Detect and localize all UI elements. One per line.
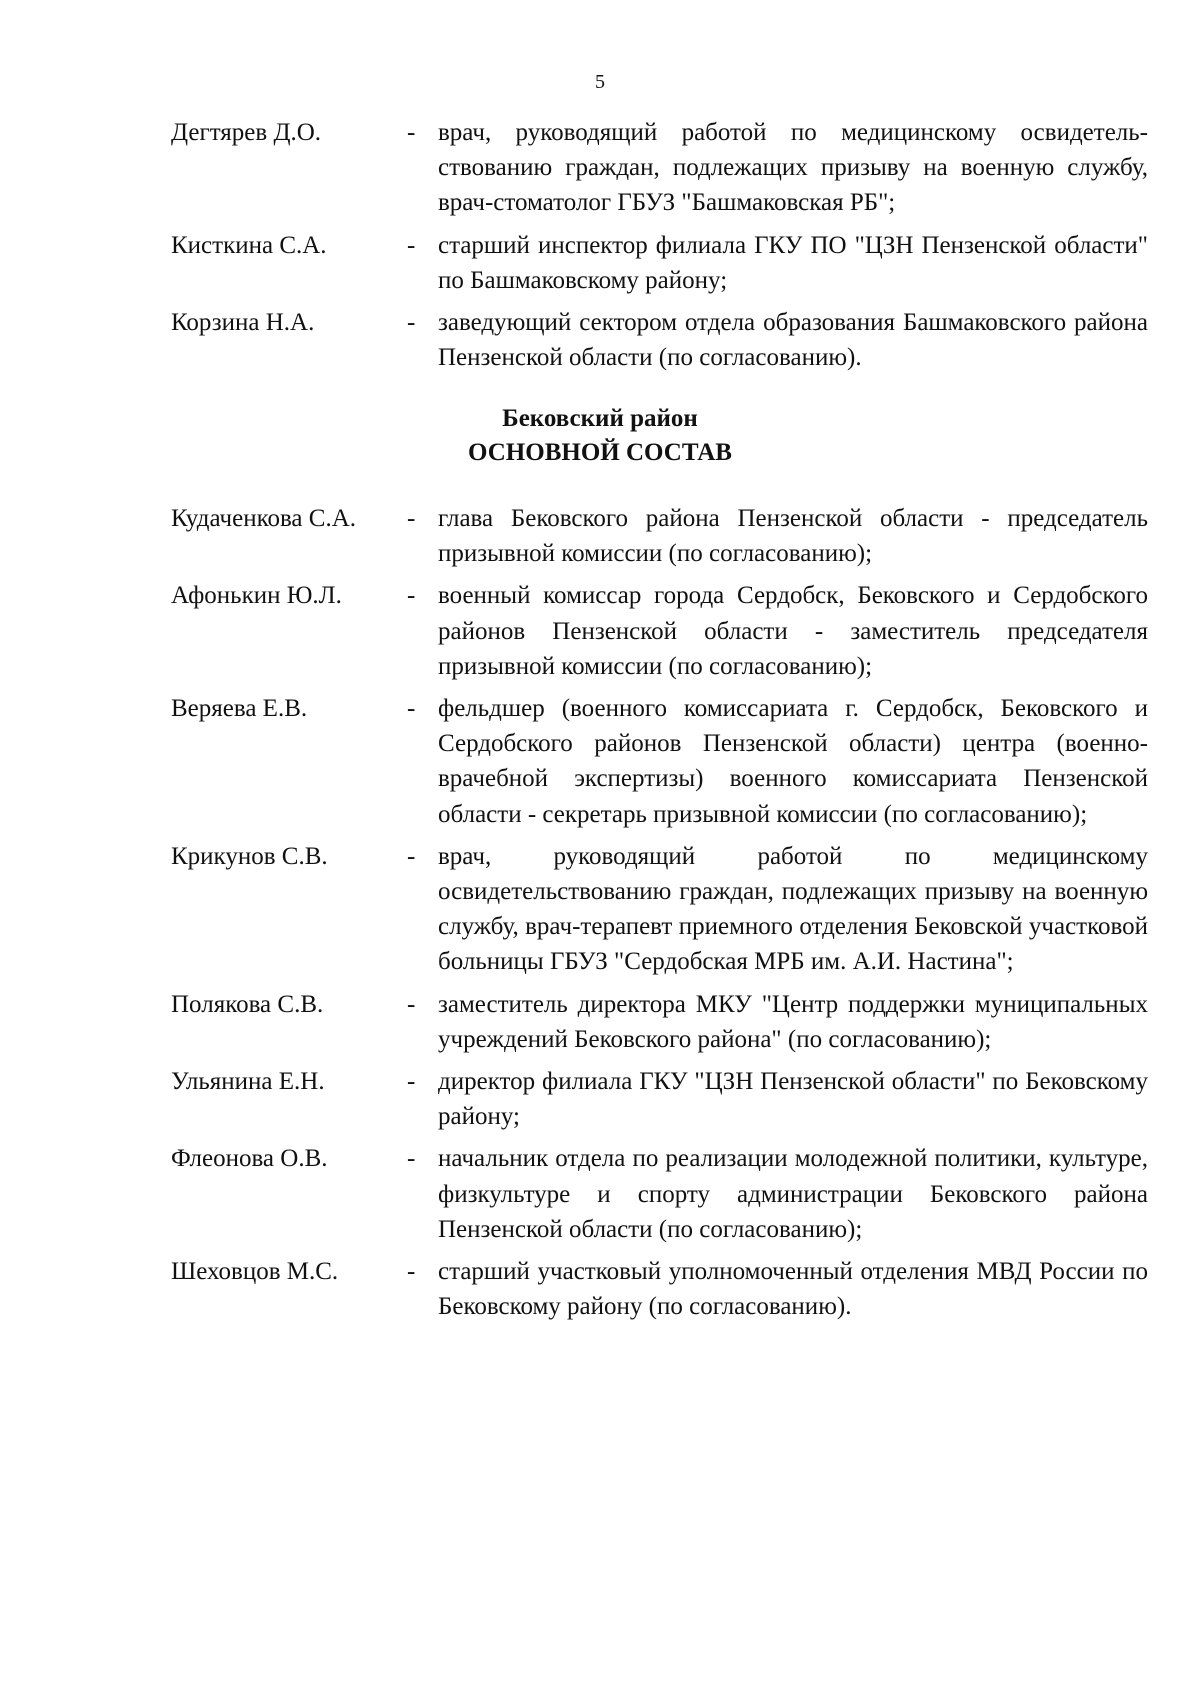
list-item — [171, 691, 1148, 832]
list-item — [171, 839, 1148, 980]
member-name: Корзина Н.А. — [171, 309, 315, 337]
member-name: Ульянина Е.Н. — [171, 1068, 325, 1096]
member-name: Кудаченкова С.А. — [171, 505, 357, 532]
separator-dash: - — [407, 1258, 416, 1286]
list-item — [171, 1141, 1148, 1247]
separator-dash: - — [407, 582, 416, 610]
member-name: Крикунов С.В. — [171, 842, 328, 870]
member-position: заместитель директора МКУ "Центр поддержки муниципальных учреждений Бековского района" (по согласованию); — [438, 990, 1148, 1053]
separator-dash: - — [407, 119, 416, 146]
member-list-main-composition — [171, 501, 1148, 1331]
member-name: Полякова С.В. — [171, 990, 324, 1018]
member-position: начальник отдела по реализации молодежной политики, культуре, физкультуре и спорту администрации Бековского района Пензенской области (по согласованию); — [438, 1145, 1148, 1243]
district-title: Бековский район — [502, 405, 698, 432]
member-position: врач, руководящий работой по медицинскому освидетельствованию граждан, подлежащих призыву на военную службу, врач-стоматолог ГБУЗ "Башмаковская РБ"; — [438, 119, 1148, 217]
composition-title: ОСНОВНОЙ СОСТАВ — [468, 439, 732, 466]
member-name: Шеховцов М.С. — [171, 1258, 339, 1286]
member-position: заведующий сектором отдела образования Башмаковского района Пензенской области (по согласованию). — [438, 309, 1148, 372]
separator-dash: - — [407, 1145, 416, 1173]
list-item — [171, 1254, 1148, 1324]
separator-dash: - — [407, 231, 416, 259]
list-item — [171, 228, 1148, 298]
member-position: военный комиссар города Сердобск, Бековского и Сердобского районов Пензенской области - заместитель председателя призывной комиссии (по согласованию); — [438, 582, 1148, 680]
separator-dash: - — [407, 842, 416, 870]
member-name: Афонькин Ю.Л. — [171, 582, 342, 610]
page-number: 5 — [595, 71, 605, 93]
separator-dash: - — [407, 990, 416, 1018]
member-position: старший участковый уполномоченный отделения МВД России по Бековскому району (по согласованию). — [438, 1258, 1148, 1321]
member-name: Флеонова О.В. — [171, 1145, 328, 1173]
list-item — [171, 987, 1148, 1057]
separator-dash: - — [407, 309, 416, 337]
list-item — [171, 578, 1148, 684]
member-position: глава Бековского района Пензенской области - председатель призывной комиссии (по согласованию); — [438, 505, 1148, 568]
list-item — [171, 305, 1148, 375]
separator-dash: - — [407, 1068, 416, 1096]
member-position: директор филиала ГКУ "ЦЗН Пензенской области" по Бековскому району; — [438, 1068, 1148, 1131]
list-item — [171, 501, 1148, 571]
list-item — [171, 115, 1148, 221]
member-position: фельдшер (военного комиссариата г. Сердобск, Бековского и Сердобского районов Пензенской области) центра (военно-врачебной экспертизы) военного комиссариата Пензенской области - секретарь призывной комиссии (по согласованию); — [438, 695, 1148, 828]
separator-dash: - — [407, 505, 416, 532]
separator-dash: - — [407, 695, 416, 723]
member-name: Дегтярев Д.О. — [171, 119, 322, 146]
member-name: Веряева Е.В. — [171, 695, 308, 723]
member-list-previous-district — [171, 115, 1148, 382]
list-item — [171, 1064, 1148, 1134]
member-position: старший инспектор филиала ГКУ ПО "ЦЗН Пензенской области" по Башмаковскому району; — [438, 231, 1148, 294]
member-name: Кисткина С.А. — [171, 231, 327, 259]
member-position: врач, руководящий работой по медицинскому освидетельствованию граждан, подлежащих призыву на военную службу, врач-терапевт приемного отделения Бековской участковой больницы ГБУЗ "Сердобская МРБ им. А.И. Настина"; — [438, 842, 1148, 976]
